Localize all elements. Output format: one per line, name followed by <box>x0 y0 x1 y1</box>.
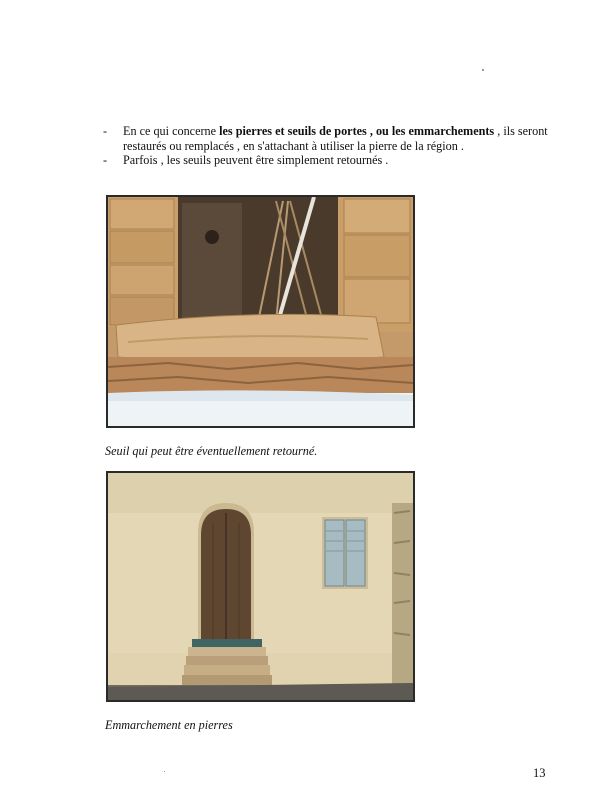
figure-caption: Seuil qui peut être éventuellement retourné. <box>105 444 318 458</box>
bullet-dash: - <box>103 153 108 167</box>
bullet-item <box>103 124 563 153</box>
bullet-dash: - <box>103 124 108 138</box>
scan-speck <box>164 771 165 772</box>
threshold-photo <box>106 195 415 428</box>
threshold-photo-drawing <box>108 197 413 426</box>
bullet-text: , ils seront restaurés ou remplacés , en s'attachant à utiliser la pierre de la région . <box>123 124 548 153</box>
bullet-list <box>103 124 563 168</box>
bullet-bold-text: les pierres et seuils de portes , ou les emmarchements <box>219 124 495 138</box>
bullet-text: Parfois , les seuils peuvent être simplement retournés . <box>123 153 389 167</box>
scan-speck <box>482 69 484 71</box>
steps-photo <box>106 471 415 702</box>
bullet-item <box>103 153 563 168</box>
figure-caption: Emmarchement en pierres <box>105 718 233 732</box>
steps-photo-drawing <box>108 473 413 700</box>
page-number: 13 <box>533 766 546 780</box>
bullet-text: En ce qui concerne <box>123 124 220 138</box>
